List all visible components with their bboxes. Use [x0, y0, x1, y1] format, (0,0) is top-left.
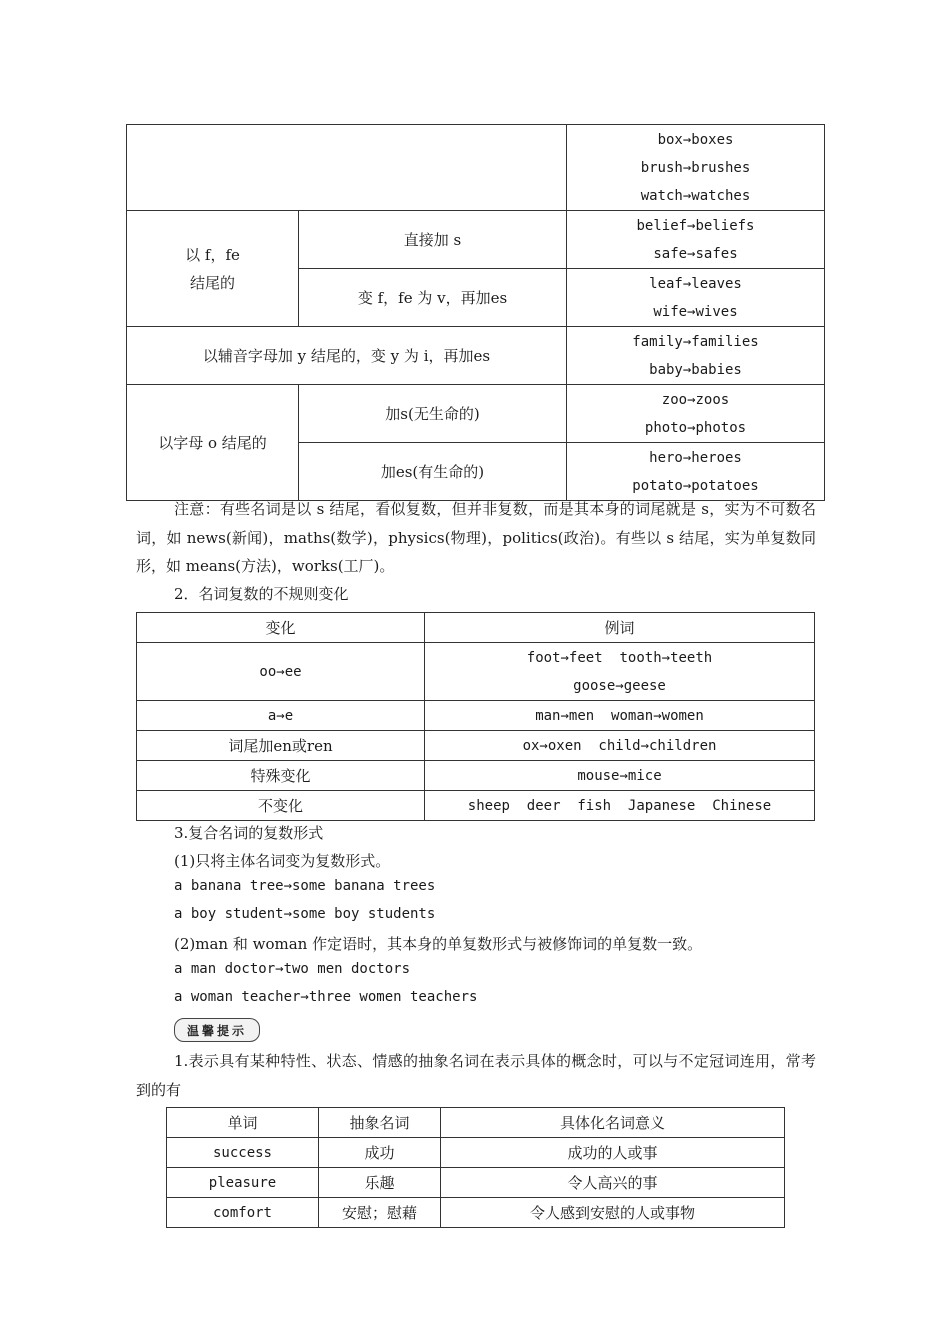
change-cell: a→e	[137, 701, 425, 731]
tip-paragraph: 1.表示具有某种特性、状态、情感的抽象名词在表示具体的概念时，可以与不定冠词连用，常考到的有	[136, 1052, 816, 1099]
change-cell: 不变化	[137, 791, 425, 821]
example-cell: zoo→zoos photo→photos	[567, 385, 825, 443]
table-row	[137, 761, 815, 791]
change-cell: 特殊变化	[137, 761, 425, 791]
meaning-cell: 令人高兴的事	[441, 1168, 785, 1198]
table-row	[137, 643, 815, 701]
table-cell	[127, 125, 567, 211]
example-text: a boy student→some boy students	[174, 906, 436, 922]
meaning-cell: 成功的人或事	[441, 1138, 785, 1168]
example-cell: family→families baby→babies	[567, 327, 825, 385]
column-header: 单词	[167, 1108, 319, 1138]
rule-text: (2)man 和 woman 作定语时，其本身的单复数形式与被修饰词的单复数一致。	[174, 935, 703, 953]
word-cell: success	[167, 1138, 319, 1168]
tip-badge: 温馨提示	[174, 1018, 260, 1042]
note-paragraph: 注意：有些名词是以 s 结尾，看似复数，但并非复数，而是其本身的词尾就是 s，实为不可数名词，如 news(新闻)，maths(数学)，physics(物理)，politics(政治)。有些以 s 结尾，实为单复数同形，如 means(方法)，works(工厂)。	[136, 500, 816, 575]
table-row	[137, 731, 815, 761]
rule-cell: 加s(无生命的)	[299, 385, 567, 443]
example-cell: box→boxes brush→brushes watch→watches	[567, 125, 825, 211]
abstract-cell: 成功	[319, 1138, 441, 1168]
abstract-cell: 乐趣	[319, 1168, 441, 1198]
column-header: 具体化名词意义	[441, 1108, 785, 1138]
abstract-noun-table	[166, 1107, 785, 1228]
section-3-title: 3.复合名词的复数形式	[174, 824, 324, 842]
word-cell: comfort	[167, 1198, 319, 1228]
example-cell: foot→feet tooth→teeth goose→geese	[425, 643, 815, 701]
column-header: 变化	[137, 613, 425, 643]
irregular-plural-table	[136, 612, 815, 821]
column-header: 例词	[425, 613, 815, 643]
example-cell: hero→heroes potato→potatoes	[567, 443, 825, 501]
rule-cell: 加es(有生命的)	[299, 443, 567, 501]
table-row	[137, 791, 815, 821]
example-text: a banana tree→some banana trees	[174, 878, 436, 894]
rule-label-f-fe: 以 f，fe 结尾的	[127, 211, 299, 327]
example-cell: sheep deer fish Japanese Chinese	[425, 791, 815, 821]
table-row	[167, 1198, 785, 1228]
word-cell: pleasure	[167, 1168, 319, 1198]
table-header-row	[137, 613, 815, 643]
example-cell: leaf→leaves wife→wives	[567, 269, 825, 327]
table-row	[127, 211, 825, 269]
rule-cell: 变 f，fe 为 v，再加es	[299, 269, 567, 327]
table-row	[167, 1138, 785, 1168]
change-cell: oo→ee	[137, 643, 425, 701]
change-cell: 词尾加en或ren	[137, 731, 425, 761]
column-header: 抽象名词	[319, 1108, 441, 1138]
table-row	[127, 327, 825, 385]
table-row	[137, 701, 815, 731]
example-cell: belief→beliefs safe→safes	[567, 211, 825, 269]
rule-cell: 以辅音字母加 y 结尾的，变 y 为 i，再加es	[127, 327, 567, 385]
rule-text: (1)只将主体名词变为复数形式。	[174, 852, 391, 870]
example-text: a woman teacher→three women teachers	[174, 989, 478, 1005]
abstract-cell: 安慰；慰藉	[319, 1198, 441, 1228]
meaning-cell: 令人感到安慰的人或事物	[441, 1198, 785, 1228]
table-row	[167, 1168, 785, 1198]
section-2-title: 2．名词复数的不规则变化	[174, 585, 349, 603]
table-row	[127, 125, 825, 211]
example-cell: man→men woman→women	[425, 701, 815, 731]
example-cell: ox→oxen child→children	[425, 731, 815, 761]
plural-rules-table	[126, 124, 825, 501]
rule-label-o: 以字母 o 结尾的	[127, 385, 299, 501]
rule-cell: 直接加 s	[299, 211, 567, 269]
table-row	[127, 385, 825, 443]
example-text: a man doctor→two men doctors	[174, 961, 411, 977]
table-header-row	[167, 1108, 785, 1138]
example-cell: mouse→mice	[425, 761, 815, 791]
